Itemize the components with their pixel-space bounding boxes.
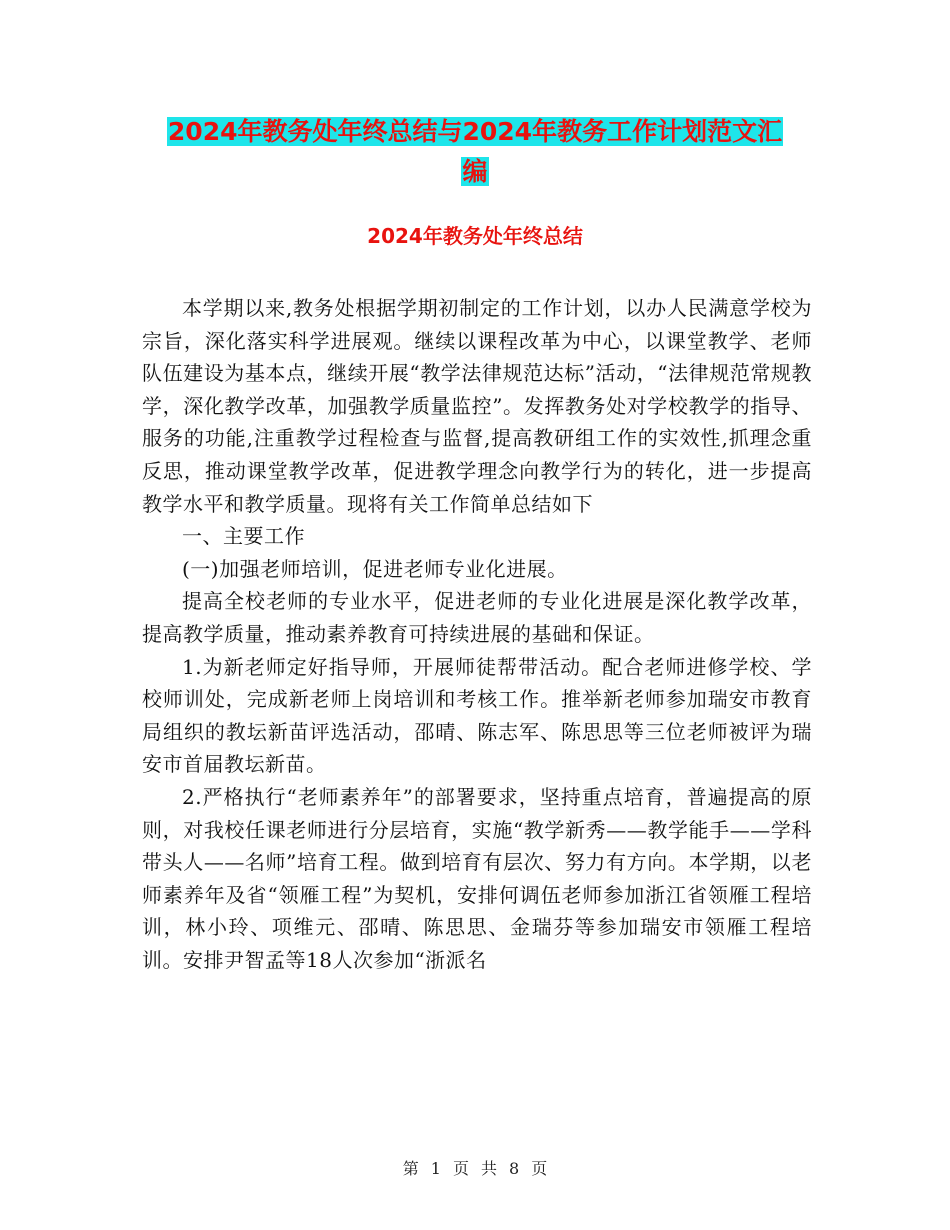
paragraph-training-purpose: 提高全校老师的专业水平，促进老师的专业化进展是深化教学改革，提高教学质量，推动素养教育可持续进展的基础和保证。 <box>142 589 812 646</box>
paragraph-item-1: 1.为新老师定好指导师，开展师徒帮带活动。配合老师进修学校、学校师训处，完成新老师上岗培训和考核工作。推举新老师参加瑞安市教育局组织的教坛新苗评选活动，邵晴、陈志军、陈思思等三位老师被评为瑞安市首届教坛新苗。 <box>142 654 812 777</box>
footer-page-prefix: 第 <box>402 1159 419 1178</box>
footer-page-mid: 页 <box>452 1159 469 1178</box>
document-title-line-2: 编 <box>462 157 488 186</box>
footer-total-suffix: 页 <box>531 1159 548 1178</box>
footer-total-prefix: 共 <box>481 1159 498 1178</box>
footer-current-page: 1 <box>430 1159 441 1178</box>
page-footer <box>0 1156 950 1179</box>
document-title-line-1: 2024年教务处年终总结与2024年教务工作计划范文汇 <box>167 117 783 146</box>
heading-main-work: 一、主要工作 <box>182 524 305 549</box>
paragraph-intro: 本学期以来,教务处根据学期初制定的工作计划，以办人民满意学校为宗旨，深化落实科学进展观。继续以课程改革为中心，以课堂教学、老师队伍建设为基本点，继续开展“教学法律规范达标”活动，“法律规范常规教学，深化教学改革，加强教学质量监控”。发挥教务处对学校教学的指导、服务的功能,注重教学过程检查与监督,提高教研组工作的实效性,抓理念重反思，推动课堂教学改革，促进教学理念向教学行为的转化，进一步提高教学水平和教学质量。现将有关工作简单总结如下 <box>142 296 812 516</box>
paragraph-item-2: 2.严格执行“老师素养年”的部署要求，坚持重点培育，普遍提高的原则，对我校任课老师进行分层培育，实施“教学新秀——教学能手——学科带头人——名师”培育工程。做到培育有层次、努力有方向。本学期，以老师素养年及省“领雁工程”为契机，安排何调伍老师参加浙江省领雁工程培训，林小玲、项维元、邵晴、陈思思、金瑞芬等参加瑞安市领雁工程培训。安排尹智孟等18人次参加“浙派名 <box>142 784 812 972</box>
document-body <box>142 292 812 976</box>
subheading-teacher-training: (一)加强老师培训，促进老师专业化进展。 <box>182 556 568 581</box>
section-title: 2024年教务处年终总结 <box>367 224 583 248</box>
footer-total-pages: 8 <box>509 1159 520 1178</box>
document-title <box>0 112 950 192</box>
